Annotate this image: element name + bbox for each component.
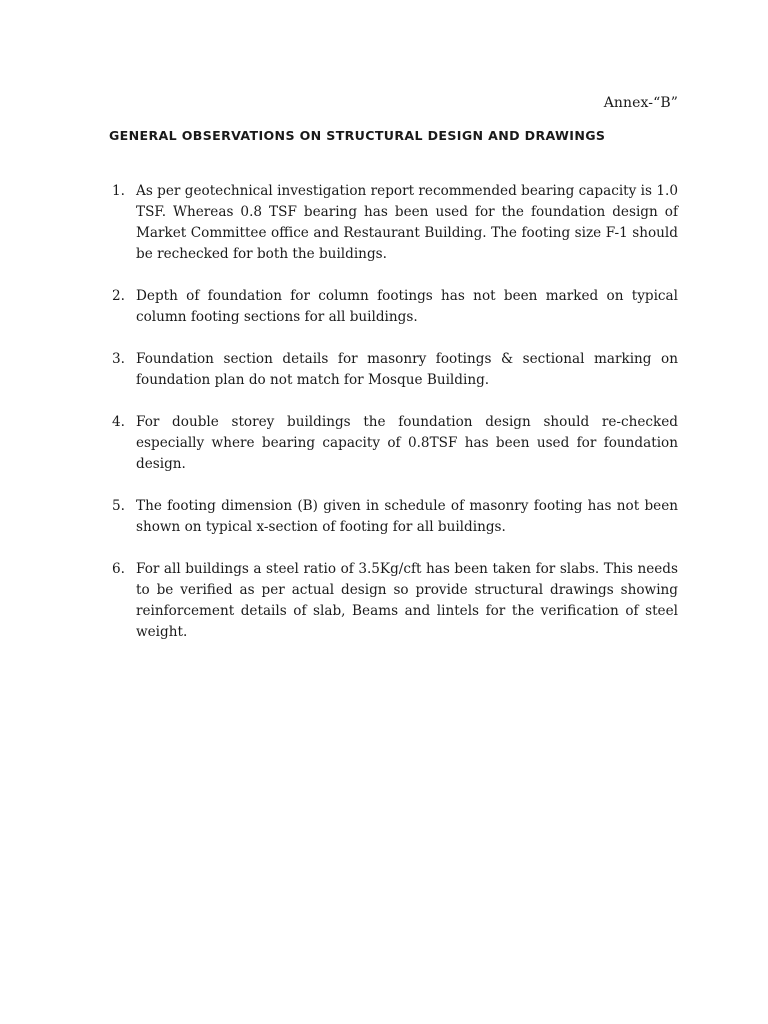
observation-item-1 [109,181,678,265]
observation-text: Depth of foundation for column footings has not been marked on typical column footing sections for all buildings. [136,288,678,325]
observation-text: As per geotechnical investigation report recommended bearing capacity is 1.0 TSF. Whereas 0.8 TSF bearing has been used for the foundation design of Market Committee office and Restaurant Building. The footing size F-1 should be rechecked for both the buildings. [136,183,678,262]
document-title: GENERAL OBSERVATIONS ON STRUCTURAL DESIGN AND DRAWINGS [109,128,606,143]
observation-item-5 [109,496,678,538]
observation-text: For double storey buildings the foundation design should re-checked especially where bearing capacity of 0.8TSF has been used for foundation design. [136,414,678,472]
observation-item-2 [109,286,678,328]
observation-number: 3. [112,351,125,367]
observation-text: The footing dimension (B) given in schedule of masonry footing has not been shown on typical x-section of footing for all buildings. [136,498,678,535]
observation-item-6 [109,559,678,643]
observation-number: 1. [112,183,125,199]
observation-number: 6. [112,561,125,577]
observation-item-4 [109,412,678,475]
observation-text: Foundation section details for masonry footings & sectional marking on foundation plan do not match for Mosque Building. [136,351,678,388]
observation-number: 2. [112,288,125,304]
observation-number: 5. [112,498,125,514]
observation-number: 4. [112,414,125,430]
observation-text: For all buildings a steel ratio of 3.5Kg/cft has been taken for slabs. This needs to be verified as per actual design so provide structural drawings showing reinforcement details of slab, Beams and lintels for the verification of steel weight. [136,561,678,640]
annex-label: Annex-“B” [603,95,678,111]
observations-list [109,181,678,664]
observation-item-3 [109,349,678,391]
